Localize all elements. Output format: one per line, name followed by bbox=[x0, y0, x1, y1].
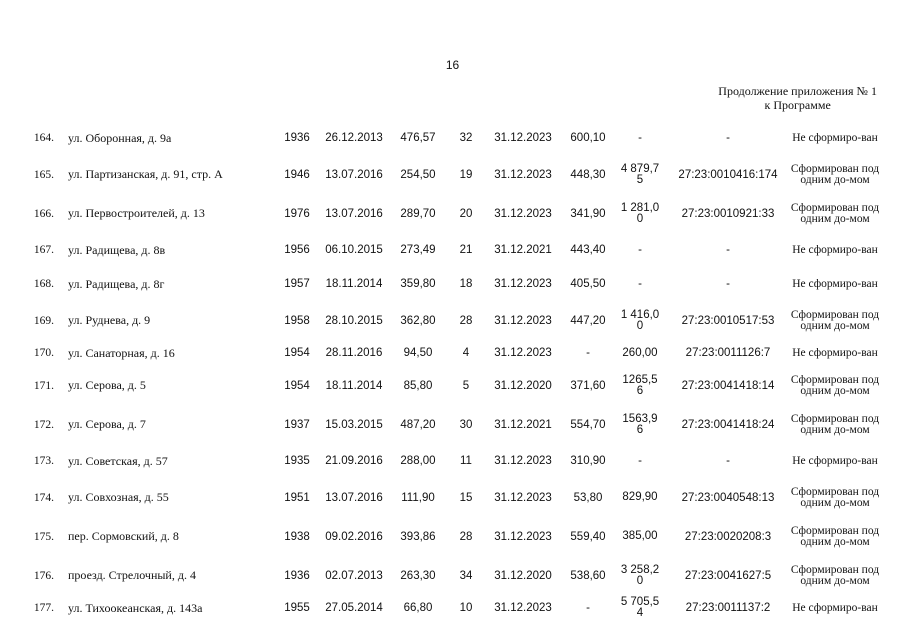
cell-land-area: 1563,9 6 bbox=[622, 412, 658, 436]
cell-year-built: 1937 bbox=[284, 418, 310, 431]
table-row bbox=[20, 405, 880, 444]
cell-year-built: 1935 bbox=[284, 455, 310, 467]
cell-living-area: 443,40 bbox=[570, 244, 606, 256]
cell-total-area: 289,70 bbox=[400, 207, 436, 220]
cell-land-area: 829,90 bbox=[622, 491, 658, 503]
cell-living-area: 600,10 bbox=[570, 132, 606, 144]
cell-address: ул. Радищева, д. 8г bbox=[68, 276, 165, 291]
cell-year-built: 1957 bbox=[284, 278, 310, 290]
cell-land-status: Сформирован под одним до-мом bbox=[790, 162, 880, 186]
cell-land-area: 1 416,0 0 bbox=[620, 308, 660, 332]
cell-resettlement-deadline: 31.12.2023 bbox=[494, 347, 552, 359]
cell-year-built: 1955 bbox=[284, 602, 310, 614]
cell-recognition-date: 18.11.2014 bbox=[325, 278, 383, 290]
cell-address: пер. Сормовский, д. 8 bbox=[68, 529, 179, 543]
cell-recognition-date: 15.03.2015 bbox=[325, 418, 383, 431]
cell-residents-count: 5 bbox=[462, 379, 470, 392]
table-row bbox=[20, 155, 880, 194]
cell-land-status: Сформирован под одним до-мом bbox=[790, 524, 880, 548]
cell-resettlement-deadline: 31.12.2023 bbox=[494, 278, 552, 290]
cell-resettlement-deadline: 31.12.2023 bbox=[494, 132, 552, 144]
cell-row-number: 174. bbox=[33, 491, 54, 504]
table-row bbox=[20, 595, 880, 621]
cell-residents-count: 28 bbox=[459, 314, 473, 327]
cell-residents-count: 34 bbox=[459, 569, 473, 582]
cell-total-area: 254,50 bbox=[400, 168, 436, 181]
cell-address: ул. Первостроителей, д. 13 bbox=[68, 206, 205, 220]
cell-year-built: 1956 bbox=[284, 244, 310, 256]
table-row bbox=[20, 194, 880, 233]
cell-row-number: 168. bbox=[33, 278, 54, 290]
cell-land-area: - bbox=[638, 243, 642, 256]
cell-row-number: 170. bbox=[33, 347, 54, 359]
cell-resettlement-deadline: 31.12.2020 bbox=[494, 379, 552, 392]
cell-total-area: 487,20 bbox=[400, 418, 436, 431]
cell-land-status: Сформирован под одним до-мом bbox=[790, 563, 880, 587]
cell-cadastral-number: 27:23:0041418:14 bbox=[681, 379, 775, 392]
cell-land-status: Не сформиро-ван bbox=[792, 243, 878, 256]
cell-residents-count: 10 bbox=[459, 602, 473, 614]
table-row bbox=[20, 444, 880, 478]
cell-living-area: 405,50 bbox=[570, 278, 606, 290]
cell-cadastral-number: 27:23:0010921:33 bbox=[681, 207, 775, 220]
cell-row-number: 176. bbox=[33, 569, 54, 582]
cell-year-built: 1936 bbox=[284, 569, 310, 582]
cell-land-area: - bbox=[638, 454, 642, 467]
cell-living-area: 554,70 bbox=[570, 418, 606, 431]
cell-resettlement-deadline: 31.12.2021 bbox=[494, 244, 552, 256]
cell-residents-count: 32 bbox=[459, 132, 473, 144]
cell-year-built: 1946 bbox=[284, 168, 310, 181]
cell-living-area: 310,90 bbox=[570, 455, 606, 467]
cell-cadastral-number: 27:23:0041418:24 bbox=[681, 418, 775, 431]
cell-living-area: 371,60 bbox=[570, 379, 606, 392]
cell-land-status: Сформирован под одним до-мом bbox=[790, 412, 880, 436]
cell-total-area: 263,30 bbox=[400, 569, 436, 582]
cell-recognition-date: 21.09.2016 bbox=[325, 455, 383, 467]
cell-resettlement-deadline: 31.12.2023 bbox=[494, 168, 552, 181]
table-row bbox=[20, 478, 880, 517]
cell-address: ул. Тихоокеанская, д. 143а bbox=[68, 600, 203, 615]
cell-resettlement-deadline: 31.12.2021 bbox=[494, 418, 552, 431]
cell-living-area: - bbox=[586, 602, 590, 614]
cell-land-area: 260,00 bbox=[622, 346, 658, 359]
cell-land-status: Сформирован под одним до-мом bbox=[790, 308, 880, 332]
appendix-line-1: Продолжение приложения № 1 bbox=[718, 84, 877, 98]
cell-resettlement-deadline: 31.12.2023 bbox=[494, 314, 552, 327]
cell-recognition-date: 28.10.2015 bbox=[325, 314, 383, 327]
cell-address: ул. Санаторная, д. 16 bbox=[68, 345, 175, 360]
cell-land-area: 3 258,2 0 bbox=[620, 563, 660, 587]
cell-recognition-date: 27.05.2014 bbox=[325, 602, 383, 614]
cell-land-area: 4 879,7 5 bbox=[620, 162, 660, 186]
cell-recognition-date: 18.11.2014 bbox=[325, 379, 383, 392]
registry-body bbox=[20, 121, 880, 621]
cell-cadastral-number: - bbox=[726, 455, 730, 467]
cell-total-area: 111,90 bbox=[401, 491, 435, 504]
cell-address: ул. Серова, д. 5 bbox=[68, 378, 146, 392]
cell-total-area: 94,50 bbox=[403, 347, 433, 359]
cell-land-status: Не сформиро-ван bbox=[792, 346, 878, 359]
cell-total-area: 273,49 bbox=[400, 244, 436, 256]
cell-address: ул. Серова, д. 7 bbox=[68, 417, 146, 431]
cell-row-number: 172. bbox=[33, 418, 54, 431]
cell-cadastral-number: 27:23:0020208:3 bbox=[684, 530, 772, 543]
cell-land-area: 1 281,0 0 bbox=[620, 201, 660, 225]
cell-living-area: 538,60 bbox=[570, 569, 606, 582]
cell-total-area: 359,80 bbox=[400, 278, 436, 290]
appendix-line-2: к Программе bbox=[764, 98, 831, 112]
table-row bbox=[20, 517, 880, 556]
cell-resettlement-deadline: 31.12.2023 bbox=[494, 602, 552, 614]
cell-row-number: 166. bbox=[33, 207, 54, 220]
cell-living-area: - bbox=[586, 347, 590, 359]
cell-year-built: 1936 bbox=[284, 132, 310, 144]
cell-cadastral-number: - bbox=[726, 278, 730, 290]
cell-row-number: 164. bbox=[33, 132, 54, 144]
cell-living-area: 341,90 bbox=[570, 207, 606, 220]
cell-total-area: 85,80 bbox=[403, 379, 433, 392]
cell-year-built: 1938 bbox=[284, 530, 310, 543]
cell-recognition-date: 28.11.2016 bbox=[325, 347, 383, 359]
cell-living-area: 447,20 bbox=[570, 314, 606, 327]
cell-living-area: 448,30 bbox=[570, 168, 606, 181]
cell-land-status: Не сформиро-ван bbox=[792, 601, 878, 614]
cell-year-built: 1954 bbox=[284, 379, 310, 392]
cell-year-built: 1954 bbox=[284, 347, 310, 359]
cell-total-area: 66,80 bbox=[403, 602, 433, 614]
cell-recognition-date: 06.10.2015 bbox=[325, 244, 383, 256]
cell-row-number: 165. bbox=[33, 168, 54, 181]
cell-residents-count: 4 bbox=[462, 347, 470, 359]
cell-recognition-date: 09.02.2016 bbox=[325, 530, 383, 543]
cell-recognition-date: 13.07.2016 bbox=[325, 168, 383, 181]
cell-land-status: Сформирован под одним до-мом bbox=[790, 373, 880, 397]
cell-living-area: 559,40 bbox=[570, 530, 606, 543]
cell-row-number: 171. bbox=[33, 379, 54, 392]
cell-land-status: Не сформиро-ван bbox=[792, 277, 878, 290]
table-row bbox=[20, 340, 880, 366]
cell-row-number: 173. bbox=[33, 455, 54, 467]
cell-land-area: - bbox=[638, 277, 642, 290]
cell-address: ул. Совхозная, д. 55 bbox=[68, 490, 169, 504]
page-number: 16 bbox=[445, 58, 460, 72]
table-row bbox=[20, 301, 880, 340]
cell-total-area: 288,00 bbox=[400, 455, 436, 467]
cell-land-status: Сформирован под одним до-мом bbox=[790, 485, 880, 509]
cell-residents-count: 18 bbox=[459, 278, 473, 290]
cell-land-area: 5 705,5 4 bbox=[620, 596, 660, 619]
cell-living-area: 53,80 bbox=[573, 491, 603, 504]
cell-land-area: - bbox=[638, 131, 642, 144]
cell-year-built: 1976 bbox=[284, 207, 310, 220]
cell-residents-count: 30 bbox=[459, 418, 473, 431]
cell-row-number: 169. bbox=[33, 314, 54, 327]
cell-total-area: 362,80 bbox=[400, 314, 436, 327]
cell-row-number: 167. bbox=[33, 244, 54, 256]
cell-year-built: 1958 bbox=[284, 314, 310, 327]
cell-cadastral-number: 27:23:0040548:13 bbox=[681, 491, 775, 504]
cell-cadastral-number: 27:23:0010517:53 bbox=[681, 314, 775, 327]
cell-resettlement-deadline: 31.12.2023 bbox=[494, 207, 552, 220]
cell-address: ул. Советская, д. 57 bbox=[68, 453, 168, 468]
cell-row-number: 175. bbox=[33, 530, 54, 543]
appendix-caption bbox=[718, 84, 877, 112]
cell-recognition-date: 26.12.2013 bbox=[325, 132, 383, 144]
cell-resettlement-deadline: 31.12.2023 bbox=[494, 455, 552, 467]
cell-residents-count: 28 bbox=[459, 530, 473, 543]
cell-residents-count: 11 bbox=[460, 455, 472, 467]
cell-total-area: 476,57 bbox=[400, 132, 436, 144]
cell-resettlement-deadline: 31.12.2020 bbox=[494, 569, 552, 582]
table-row bbox=[20, 121, 880, 155]
table-row bbox=[20, 267, 880, 301]
cell-cadastral-number: 27:23:0010416:174 bbox=[678, 168, 778, 181]
cell-cadastral-number: - bbox=[726, 132, 730, 144]
housing-registry-table bbox=[20, 121, 880, 621]
cell-total-area: 393,86 bbox=[400, 530, 436, 543]
table-row bbox=[20, 233, 880, 267]
cell-row-number: 177. bbox=[33, 602, 54, 614]
cell-land-status: Сформирован под одним до-мом bbox=[790, 201, 880, 225]
cell-land-area: 385,00 bbox=[622, 530, 658, 542]
cell-land-status: Не сформиро-ван bbox=[792, 131, 878, 144]
cell-recognition-date: 13.07.2016 bbox=[325, 491, 383, 504]
table-row bbox=[20, 556, 880, 595]
cell-cadastral-number: 27:23:0011126:7 bbox=[685, 347, 771, 359]
cell-address: ул. Партизанская, д. 91, стр. А bbox=[68, 167, 223, 181]
cell-land-area: 1265,5 6 bbox=[622, 373, 658, 397]
cell-cadastral-number: 27:23:0041627:5 bbox=[684, 569, 772, 582]
cell-address: ул. Руднева, д. 9 bbox=[68, 313, 151, 327]
cell-land-status: Не сформиро-ван bbox=[792, 454, 878, 467]
cell-residents-count: 19 bbox=[459, 168, 473, 181]
cell-recognition-date: 13.07.2016 bbox=[325, 207, 383, 220]
cell-resettlement-deadline: 31.12.2023 bbox=[494, 491, 552, 504]
cell-residents-count: 15 bbox=[459, 491, 473, 504]
cell-address: ул. Оборонная, д. 9а bbox=[68, 130, 172, 145]
cell-recognition-date: 02.07.2013 bbox=[325, 569, 383, 582]
cell-cadastral-number: 27:23:0011137:2 bbox=[685, 602, 771, 614]
cell-year-built: 1951 bbox=[284, 491, 310, 504]
cell-cadastral-number: - bbox=[726, 244, 730, 256]
table-row bbox=[20, 366, 880, 405]
cell-address: проезд. Стрелочный, д. 4 bbox=[68, 568, 196, 582]
cell-residents-count: 20 bbox=[459, 207, 473, 220]
cell-residents-count: 21 bbox=[459, 244, 473, 256]
cell-resettlement-deadline: 31.12.2023 bbox=[494, 530, 552, 543]
cell-address: ул. Радищева, д. 8в bbox=[68, 242, 166, 257]
